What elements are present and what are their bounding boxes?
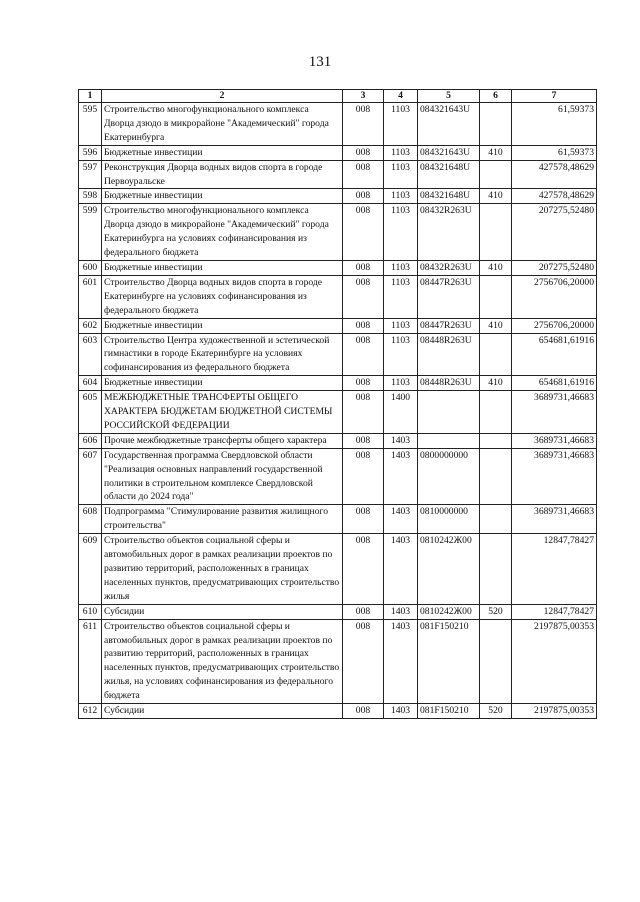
row-amount: 3689731,46683	[512, 505, 597, 534]
row-expense-type	[480, 391, 512, 434]
row-admin-code: 008	[343, 333, 384, 376]
row-number: 606	[79, 433, 102, 448]
row-section-code: 1103	[384, 145, 418, 160]
row-amount: 61,59373	[512, 103, 597, 146]
row-name: Бюджетные инвестиции	[102, 145, 343, 160]
column-header: 1	[79, 90, 102, 103]
table-row	[79, 534, 597, 605]
row-expense-type: 520	[480, 704, 512, 719]
row-expense-type	[480, 103, 512, 146]
table-row	[79, 333, 597, 376]
row-section-code: 1400	[384, 391, 418, 434]
row-name: Бюджетные инвестиции	[102, 189, 343, 204]
table-row	[79, 318, 597, 333]
table-row	[79, 376, 597, 391]
row-expense-type	[480, 275, 512, 318]
row-number: 596	[79, 145, 102, 160]
row-number: 600	[79, 260, 102, 275]
row-section-code: 1103	[384, 189, 418, 204]
column-header: 2	[102, 90, 343, 103]
row-number: 598	[79, 189, 102, 204]
header-row	[79, 90, 597, 103]
row-target-article	[418, 391, 480, 434]
row-expense-type: 410	[480, 376, 512, 391]
row-admin-code: 008	[343, 704, 384, 719]
row-section-code: 1403	[384, 619, 418, 703]
row-target-article: 08448R263U	[418, 333, 480, 376]
row-name: Бюджетные инвестиции	[102, 318, 343, 333]
row-number: 612	[79, 704, 102, 719]
table-row	[79, 145, 597, 160]
row-section-code: 1103	[384, 318, 418, 333]
row-target-article: 08432R263U	[418, 260, 480, 275]
row-amount: 12847,78427	[512, 604, 597, 619]
row-target-article	[418, 433, 480, 448]
table-row	[79, 604, 597, 619]
row-number: 599	[79, 204, 102, 261]
column-header: 6	[480, 90, 512, 103]
row-expense-type: 520	[480, 604, 512, 619]
table-row	[79, 391, 597, 434]
row-admin-code: 008	[343, 505, 384, 534]
row-section-code: 1103	[384, 376, 418, 391]
row-number: 604	[79, 376, 102, 391]
column-header: 3	[343, 90, 384, 103]
row-name: Бюджетные инвестиции	[102, 260, 343, 275]
row-expense-type	[480, 160, 512, 189]
row-admin-code: 008	[343, 376, 384, 391]
column-header: 7	[512, 90, 597, 103]
row-name: Строительство объектов социальной сферы и автомобильных дорог в рамках реализации проектов по развитию территорий, расположенных в границах населенных пунктов, предусматривающих строительство жилья, на условиях софинансирования из федерального бюджета	[102, 619, 343, 703]
row-number: 608	[79, 505, 102, 534]
row-admin-code: 008	[343, 145, 384, 160]
row-admin-code: 008	[343, 534, 384, 605]
row-section-code: 1403	[384, 505, 418, 534]
row-number: 607	[79, 448, 102, 505]
row-admin-code: 008	[343, 391, 384, 434]
row-number: 601	[79, 275, 102, 318]
row-expense-type	[480, 433, 512, 448]
table-row	[79, 103, 597, 146]
row-expense-type: 410	[480, 260, 512, 275]
row-name: Строительство многофункционального комплекса Дворца дзюдо в микрорайоне "Академический" города Екатеринбурга на условиях софинансирования из федерального бюджета	[102, 204, 343, 261]
row-amount: 2756706,20000	[512, 318, 597, 333]
row-expense-type: 410	[480, 318, 512, 333]
row-name: Строительство Центра художественной и эстетической гимнастики в городе Екатеринбурге на условиях софинансирования из федерального бюджета	[102, 333, 343, 376]
row-number: 603	[79, 333, 102, 376]
column-header: 5	[418, 90, 480, 103]
table-row	[79, 448, 597, 505]
row-amount: 3689731,46683	[512, 433, 597, 448]
row-section-code: 1103	[384, 204, 418, 261]
table-row	[79, 619, 597, 703]
row-number: 611	[79, 619, 102, 703]
row-section-code: 1403	[384, 448, 418, 505]
table-row	[79, 189, 597, 204]
row-section-code: 1103	[384, 333, 418, 376]
row-number: 597	[79, 160, 102, 189]
row-amount: 61,59373	[512, 145, 597, 160]
row-admin-code: 008	[343, 433, 384, 448]
row-name: Строительство Дворца водных видов спорта в городе Екатеринбурге на условиях софинансирования из федерального бюджета	[102, 275, 343, 318]
row-target-article: 0810000000	[418, 505, 480, 534]
row-section-code: 1403	[384, 433, 418, 448]
row-expense-type: 410	[480, 189, 512, 204]
row-amount: 12847,78427	[512, 534, 597, 605]
row-admin-code: 008	[343, 260, 384, 275]
row-amount: 2197875,00353	[512, 619, 597, 703]
row-section-code: 1103	[384, 260, 418, 275]
row-name: Субсидии	[102, 704, 343, 719]
row-target-article: 0800000000	[418, 448, 480, 505]
row-target-article: 084321648U	[418, 160, 480, 189]
row-amount: 3689731,46683	[512, 448, 597, 505]
table-row	[79, 204, 597, 261]
row-amount: 3689731,46683	[512, 391, 597, 434]
page-number: 131	[308, 54, 332, 70]
row-admin-code: 008	[343, 448, 384, 505]
row-amount: 654681,61916	[512, 333, 597, 376]
row-expense-type	[480, 448, 512, 505]
row-name: Подпрограмма "Стимулирование развития жилищного строительства"	[102, 505, 343, 534]
row-expense-type	[480, 505, 512, 534]
row-admin-code: 008	[343, 619, 384, 703]
budget-table	[78, 89, 597, 719]
row-target-article: 0810242Ж00	[418, 534, 480, 605]
row-name: МЕЖБЮДЖЕТНЫЕ ТРАНСФЕРТЫ ОБЩЕГО ХАРАКТЕРА БЮДЖЕТАМ БЮДЖЕТНОЙ СИСТЕМЫ РОССИЙСКОЙ ФЕДЕРАЦИИ	[102, 391, 343, 434]
row-number: 595	[79, 103, 102, 146]
row-target-article: 084321643U	[418, 103, 480, 146]
row-target-article: 08447R263U	[418, 275, 480, 318]
row-target-article: 08448R263U	[418, 376, 480, 391]
row-admin-code: 008	[343, 604, 384, 619]
row-name: Строительство многофункционального комплекса Дворца дзюдо в микрорайоне "Академический" города Екатеринбурга	[102, 103, 343, 146]
row-amount: 2756706,20000	[512, 275, 597, 318]
table-row	[79, 505, 597, 534]
row-target-article: 081F150210	[418, 619, 480, 703]
table-row	[79, 433, 597, 448]
row-expense-type	[480, 534, 512, 605]
row-section-code: 1403	[384, 704, 418, 719]
row-expense-type	[480, 333, 512, 376]
row-target-article: 0810242Ж00	[418, 604, 480, 619]
row-admin-code: 008	[343, 275, 384, 318]
column-header: 4	[384, 90, 418, 103]
row-admin-code: 008	[343, 204, 384, 261]
row-admin-code: 008	[343, 103, 384, 146]
row-number: 602	[79, 318, 102, 333]
row-expense-type	[480, 204, 512, 261]
row-amount: 2197875,00353	[512, 704, 597, 719]
row-target-article: 08432R263U	[418, 204, 480, 261]
row-number: 610	[79, 604, 102, 619]
row-name: Бюджетные инвестиции	[102, 376, 343, 391]
row-name: Строительство объектов социальной сферы и автомобильных дорог в рамках реализации проектов по развитию территорий, расположенных в границах населенных пунктов, предусматривающих строительство жилья	[102, 534, 343, 605]
table-row	[79, 160, 597, 189]
row-section-code: 1103	[384, 160, 418, 189]
row-amount: 207275,52480	[512, 260, 597, 275]
row-admin-code: 008	[343, 318, 384, 333]
row-name: Субсидии	[102, 604, 343, 619]
row-number: 605	[79, 391, 102, 434]
row-expense-type: 410	[480, 145, 512, 160]
table-row	[79, 275, 597, 318]
row-number: 609	[79, 534, 102, 605]
row-section-code: 1403	[384, 534, 418, 605]
table-row	[79, 260, 597, 275]
row-expense-type	[480, 619, 512, 703]
row-section-code: 1403	[384, 604, 418, 619]
table-body	[79, 103, 597, 719]
row-name: Реконструкция Дворца водных видов спорта в городе Первоуральске	[102, 160, 343, 189]
row-target-article: 08447R263U	[418, 318, 480, 333]
row-amount: 427578,48629	[512, 189, 597, 204]
row-target-article: 081F150210	[418, 704, 480, 719]
row-admin-code: 008	[343, 160, 384, 189]
row-admin-code: 008	[343, 189, 384, 204]
row-target-article: 084321643U	[418, 145, 480, 160]
row-amount: 654681,61916	[512, 376, 597, 391]
row-target-article: 084321648U	[418, 189, 480, 204]
row-amount: 427578,48629	[512, 160, 597, 189]
table-row	[79, 704, 597, 719]
row-amount: 207275,52480	[512, 204, 597, 261]
row-name: Прочие межбюджетные трансферты общего характера	[102, 433, 343, 448]
row-section-code: 1103	[384, 103, 418, 146]
row-section-code: 1103	[384, 275, 418, 318]
row-name: Государственная программа Свердловской области "Реализация основных направлений государственной политики в строительном комплексе Свердловской области до 2024 года"	[102, 448, 343, 505]
